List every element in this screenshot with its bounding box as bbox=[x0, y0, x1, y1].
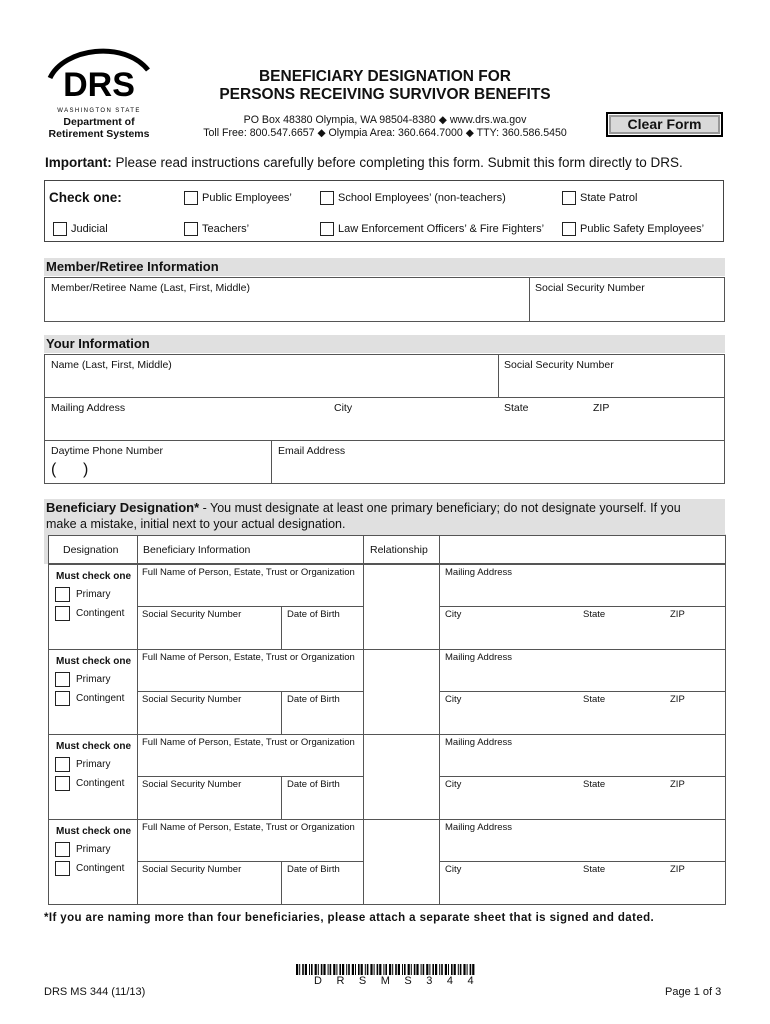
city-label: City bbox=[445, 864, 462, 875]
form-title bbox=[190, 68, 580, 104]
checkbox[interactable] bbox=[184, 191, 198, 205]
beneficiary-section-title bbox=[44, 499, 725, 534]
checkbox[interactable] bbox=[53, 222, 67, 236]
dob-field[interactable] bbox=[281, 861, 364, 905]
mailing-address-field[interactable] bbox=[439, 734, 726, 777]
city-label: City bbox=[445, 609, 462, 620]
primary-label: Primary bbox=[76, 674, 111, 685]
primary-checkbox[interactable] bbox=[55, 672, 70, 687]
designation-cell bbox=[48, 564, 138, 650]
ssn-field[interactable] bbox=[137, 861, 282, 905]
agency-line-2: Retirement Systems bbox=[48, 128, 150, 140]
logo-state: WASHINGTON STATE bbox=[57, 108, 141, 114]
option-teachers[interactable] bbox=[184, 222, 249, 236]
contingent-label: Contingent bbox=[76, 608, 125, 619]
must-check-label: Must check one bbox=[56, 826, 132, 837]
area-code-parens: ( ) bbox=[51, 461, 89, 478]
field-label: Mailing Address bbox=[445, 737, 513, 748]
mailing-address-field[interactable] bbox=[439, 819, 726, 862]
your-name-field[interactable] bbox=[44, 354, 499, 398]
contingent-option[interactable] bbox=[55, 606, 124, 621]
contingent-option[interactable] bbox=[55, 776, 124, 791]
relationship-field[interactable] bbox=[363, 649, 440, 735]
mailing-address-field[interactable] bbox=[439, 564, 726, 607]
member-section-title: Member/Retiree Information bbox=[44, 258, 725, 276]
important-lead: Important: bbox=[45, 155, 112, 170]
field-label: Date of Birth bbox=[287, 779, 340, 790]
contingent-option[interactable] bbox=[55, 691, 124, 706]
beneficiary-title: Beneficiary Designation* bbox=[46, 500, 200, 515]
contingent-checkbox[interactable] bbox=[55, 776, 70, 791]
designation-cell bbox=[48, 734, 138, 820]
primary-label: Primary bbox=[76, 844, 111, 855]
city-state-zip-field[interactable] bbox=[439, 776, 726, 820]
option-law-enforcement[interactable] bbox=[320, 222, 544, 236]
contingent-label: Contingent bbox=[76, 778, 125, 789]
primary-option[interactable] bbox=[55, 587, 110, 602]
must-check-label: Must check one bbox=[56, 741, 132, 752]
option-label: Judicial bbox=[71, 223, 108, 235]
col-designation bbox=[48, 535, 138, 564]
dob-field[interactable] bbox=[281, 776, 364, 820]
mailing-address-label: Mailing Address bbox=[51, 402, 126, 414]
must-check-label: Must check one bbox=[56, 571, 132, 582]
relationship-field[interactable] bbox=[363, 564, 440, 650]
page-number: Page 1 of 3 bbox=[665, 986, 722, 998]
state-label: State bbox=[583, 694, 606, 705]
option-label: Teachers’ bbox=[202, 223, 250, 235]
beneficiary-instructions: - You must designate at least one primary beneficiary; do not designate yourself. If you bbox=[199, 501, 681, 515]
field-label: Full Name of Person, Estate, Trust or Organization bbox=[142, 737, 355, 748]
field-label: Social Security Number bbox=[142, 779, 242, 790]
primary-option[interactable] bbox=[55, 842, 110, 857]
checkbox[interactable] bbox=[562, 191, 576, 205]
ssn-field[interactable] bbox=[137, 691, 282, 735]
primary-checkbox[interactable] bbox=[55, 842, 70, 857]
form-number: DRS MS 344 (11/13) bbox=[44, 986, 146, 998]
field-label: Social Security Number bbox=[535, 282, 645, 294]
col-address bbox=[439, 535, 726, 564]
field-label: Date of Birth bbox=[287, 609, 340, 620]
city-label: City bbox=[334, 402, 353, 414]
logo-text: DRS bbox=[63, 66, 135, 104]
field-label: Email Address bbox=[278, 445, 346, 457]
contingent-label: Contingent bbox=[76, 693, 125, 704]
zip-label: ZIP bbox=[670, 694, 685, 705]
option-label: Law Enforcement Officers’ & Fire Fighters’ bbox=[338, 223, 545, 235]
col-label: Beneficiary Information bbox=[143, 544, 251, 556]
clear-form-button[interactable]: Clear Form bbox=[606, 112, 723, 137]
field-label: Full Name of Person, Estate, Trust or Organization bbox=[142, 652, 355, 663]
checkbox[interactable] bbox=[562, 222, 576, 236]
full-name-field[interactable] bbox=[137, 734, 364, 777]
field-label: Full Name of Person, Estate, Trust or Organization bbox=[142, 822, 355, 833]
field-label: Full Name of Person, Estate, Trust or Organization bbox=[142, 567, 355, 578]
agency-line-1: Department of bbox=[63, 116, 135, 128]
dob-field[interactable] bbox=[281, 606, 364, 650]
ssn-field[interactable] bbox=[137, 776, 282, 820]
option-public-employees[interactable] bbox=[184, 191, 292, 205]
city-state-zip-field[interactable] bbox=[439, 861, 726, 905]
primary-option[interactable] bbox=[55, 757, 110, 772]
designation-cell bbox=[48, 649, 138, 735]
primary-checkbox[interactable] bbox=[55, 757, 70, 772]
contingent-checkbox[interactable] bbox=[55, 691, 70, 706]
important-note bbox=[45, 155, 683, 170]
designation-cell bbox=[48, 819, 138, 905]
field-label: Date of Birth bbox=[287, 864, 340, 875]
contingent-checkbox[interactable] bbox=[55, 861, 70, 876]
zip-label: ZIP bbox=[670, 609, 685, 620]
field-label: Mailing Address bbox=[445, 652, 513, 663]
check-one-label: Check one: bbox=[49, 190, 122, 205]
primary-option[interactable] bbox=[55, 672, 110, 687]
checkbox[interactable] bbox=[320, 222, 334, 236]
state-label: State bbox=[583, 779, 606, 790]
zip-label: ZIP bbox=[670, 779, 685, 790]
city-state-zip-field[interactable] bbox=[439, 691, 726, 735]
city-state-zip-field[interactable] bbox=[439, 606, 726, 650]
agency-name bbox=[44, 116, 154, 140]
primary-label: Primary bbox=[76, 589, 111, 600]
contact-address bbox=[178, 114, 592, 140]
title-line-1: BENEFICIARY DESIGNATION FOR bbox=[258, 68, 512, 85]
col-label: Relationship bbox=[370, 544, 428, 556]
must-check-label: Must check one bbox=[56, 656, 132, 667]
field-label: Social Security Number bbox=[142, 864, 242, 875]
zip-label: ZIP bbox=[593, 402, 610, 414]
member-name-field[interactable] bbox=[44, 277, 530, 322]
col-relationship bbox=[363, 535, 440, 564]
option-judicial[interactable] bbox=[53, 222, 108, 236]
contingent-label: Contingent bbox=[76, 863, 125, 874]
check-one-box bbox=[44, 180, 724, 242]
your-ssn-field[interactable] bbox=[498, 354, 725, 398]
field-label: Member/Retiree Name (Last, First, Middle) bbox=[51, 282, 250, 294]
option-school-employees[interactable] bbox=[320, 191, 506, 205]
state-label: State bbox=[583, 864, 606, 875]
title-line-2: PERSONS RECEIVING SURVIVOR BENEFITS bbox=[219, 86, 551, 103]
field-label: Social Security Number bbox=[142, 694, 242, 705]
email-field[interactable] bbox=[271, 440, 725, 484]
checkbox[interactable] bbox=[320, 191, 334, 205]
contingent-option[interactable] bbox=[55, 861, 124, 876]
barcode-text: DRSMS344 bbox=[296, 975, 484, 987]
address-line-2: Toll Free: 800.547.6657 ◆ Olympia Area: 360.664.7000 ◆ TTY: 360.586.5450 bbox=[203, 127, 567, 139]
primary-label: Primary bbox=[76, 759, 111, 770]
col-beneficiary-info bbox=[137, 535, 364, 564]
field-label: Mailing Address bbox=[445, 822, 513, 833]
member-ssn-field[interactable] bbox=[529, 277, 725, 322]
field-label: Name (Last, First, Middle) bbox=[51, 359, 172, 371]
contingent-checkbox[interactable] bbox=[55, 606, 70, 621]
phone-field[interactable] bbox=[44, 440, 272, 484]
option-state-patrol[interactable] bbox=[562, 191, 637, 205]
mailing-address-field[interactable] bbox=[439, 649, 726, 692]
option-label: Public Safety Employees’ bbox=[580, 223, 705, 235]
field-label: Social Security Number bbox=[504, 359, 614, 371]
full-name-field[interactable] bbox=[137, 819, 364, 862]
state-label: State bbox=[583, 609, 606, 620]
field-label: Daytime Phone Number bbox=[51, 445, 164, 457]
state-label: State bbox=[504, 402, 529, 414]
field-label: Date of Birth bbox=[287, 694, 340, 705]
your-info-section-title: Your Information bbox=[44, 335, 725, 353]
option-public-safety[interactable] bbox=[562, 222, 704, 236]
full-name-field[interactable] bbox=[137, 649, 364, 692]
relationship-field[interactable] bbox=[363, 734, 440, 820]
zip-label: ZIP bbox=[670, 864, 685, 875]
beneficiary-instructions-2: make a mistake, initial next to your actual designation. bbox=[46, 517, 346, 531]
full-name-field[interactable] bbox=[137, 564, 364, 607]
city-label: City bbox=[445, 779, 462, 790]
checkbox[interactable] bbox=[184, 222, 198, 236]
mailing-address-row[interactable] bbox=[44, 397, 725, 441]
option-label: State Patrol bbox=[580, 192, 638, 204]
important-text: Please read instructions carefully before completing this form. Submit this form directly to DRS. bbox=[111, 155, 683, 170]
option-label: School Employees’ (non-teachers) bbox=[338, 192, 506, 204]
dob-field[interactable] bbox=[281, 691, 364, 735]
col-label: Designation bbox=[63, 544, 119, 556]
field-label: Mailing Address bbox=[445, 567, 513, 578]
relationship-field[interactable] bbox=[363, 819, 440, 905]
ssn-field[interactable] bbox=[137, 606, 282, 650]
option-label: Public Employees’ bbox=[202, 192, 292, 204]
primary-checkbox[interactable] bbox=[55, 587, 70, 602]
field-label: Social Security Number bbox=[142, 609, 242, 620]
footnote: *If you are naming more than four beneficiaries, please attach a separate sheet that is signed and dated. bbox=[44, 912, 655, 924]
address-line-1: PO Box 48380 Olympia, WA 98504-8380 ◆ www.drs.wa.gov bbox=[243, 114, 527, 126]
city-label: City bbox=[445, 694, 462, 705]
